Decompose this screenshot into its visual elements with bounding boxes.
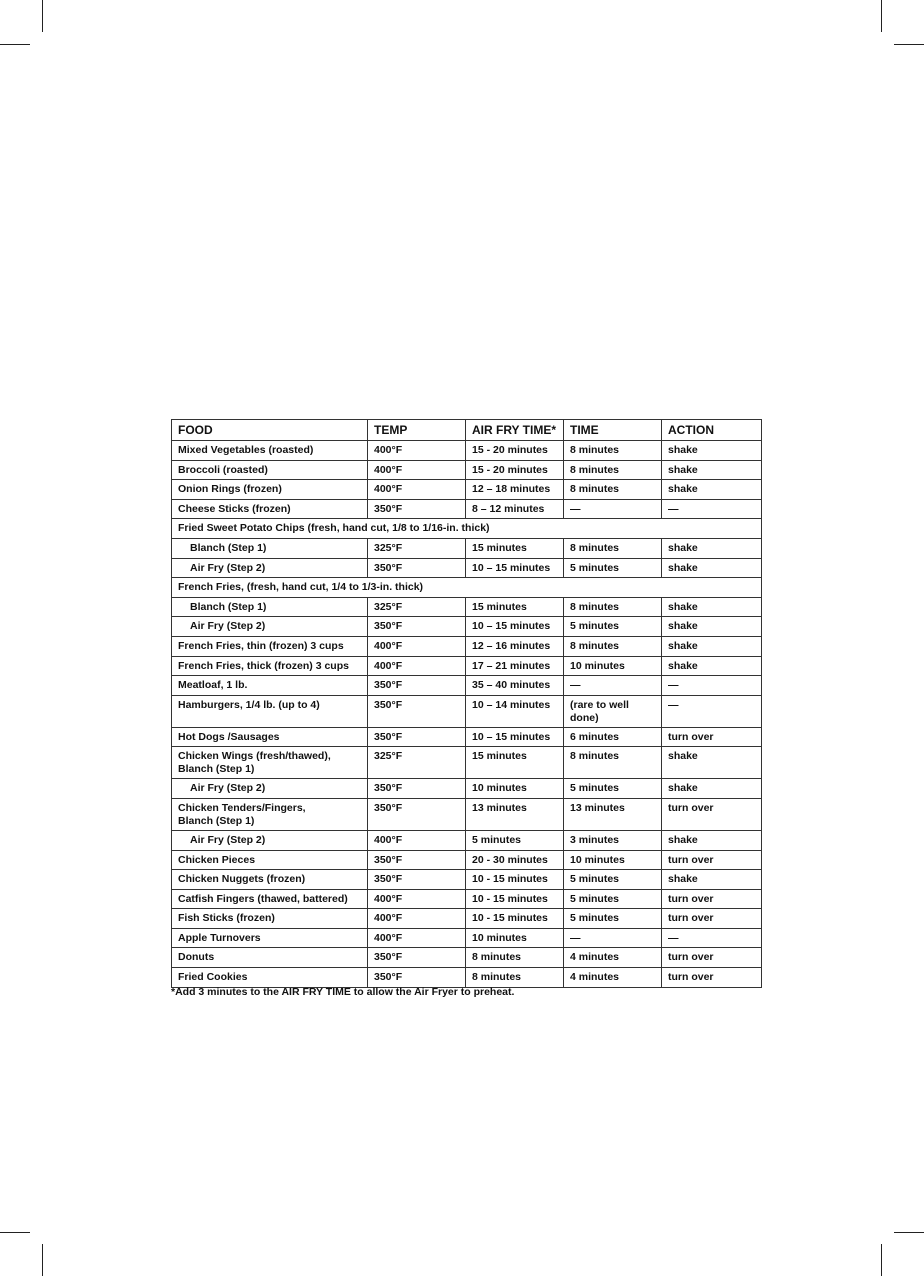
cell-food: [172, 948, 368, 968]
cell-air-fry-time: 10 – 15 minutes: [466, 727, 564, 747]
cell-food: [172, 441, 368, 461]
cell-action: turn over: [662, 968, 762, 988]
cell-action: shake: [662, 870, 762, 890]
food-label: French Fries, thick (frozen) 3 cups: [178, 659, 349, 672]
cell-food: [172, 695, 368, 727]
cell-time: 5 minutes: [564, 617, 662, 637]
cell-time: —: [564, 499, 662, 519]
footnote: *Add 3 minutes to the AIR FRY TIME to allow the Air Fryer to preheat.: [171, 986, 515, 998]
cell-action: turn over: [662, 727, 762, 747]
cell-food: [172, 597, 368, 617]
cell-action: shake: [662, 558, 762, 578]
food-label: Fried Cookies: [178, 971, 248, 984]
food-label: Air Fry (Step 2): [190, 561, 266, 574]
crop-mark: [0, 1232, 30, 1233]
cell-action: turn over: [662, 889, 762, 909]
cell-temp: 400°F: [368, 480, 466, 500]
food-label: Broccoli (roasted): [178, 463, 268, 476]
cell-time: 8 minutes: [564, 747, 662, 779]
table-row: [172, 656, 762, 676]
food-label: Onion Rings (frozen): [178, 483, 282, 496]
header-food: FOOD: [172, 420, 368, 441]
table-row: [172, 850, 762, 870]
cell-air-fry-time: 10 – 14 minutes: [466, 695, 564, 727]
cell-action: shake: [662, 779, 762, 799]
food-label: Meatloaf, 1 lb.: [178, 679, 248, 692]
cell-temp: 350°F: [368, 499, 466, 519]
header-time: TIME: [564, 420, 662, 441]
cell-air-fry-time: 8 – 12 minutes: [466, 499, 564, 519]
cell-temp: 350°F: [368, 798, 466, 830]
cell-temp: 400°F: [368, 441, 466, 461]
cell-time: 5 minutes: [564, 558, 662, 578]
food-label: Fish Sticks (frozen): [178, 912, 275, 925]
cell-time: 10 minutes: [564, 850, 662, 870]
cell-food: [172, 850, 368, 870]
crop-mark: [42, 1244, 43, 1276]
cell-action: —: [662, 695, 762, 727]
cell-temp: 350°F: [368, 870, 466, 890]
header-air-fry-time: AIR FRY TIME*: [466, 420, 564, 441]
cell-time: (rare to well done): [564, 695, 662, 727]
cell-action: turn over: [662, 850, 762, 870]
cell-air-fry-time: 15 - 20 minutes: [466, 460, 564, 480]
section-heading: Fried Sweet Potato Chips (fresh, hand cut, 1/8 to 1/16-in. thick): [172, 519, 762, 539]
cell-food: [172, 870, 368, 890]
food-label: Mixed Vegetables (roasted): [178, 444, 314, 456]
table-row: [172, 870, 762, 890]
cell-food: [172, 889, 368, 909]
crop-mark: [894, 1232, 924, 1233]
cell-air-fry-time: 10 - 15 minutes: [466, 909, 564, 929]
cell-time: 4 minutes: [564, 948, 662, 968]
cell-air-fry-time: 15 minutes: [466, 597, 564, 617]
table-row: [172, 909, 762, 929]
cell-air-fry-time: 12 – 18 minutes: [466, 480, 564, 500]
cell-food: [172, 928, 368, 948]
cell-food: [172, 636, 368, 656]
cell-temp: 350°F: [368, 779, 466, 799]
cell-action: shake: [662, 480, 762, 500]
cell-food: [172, 747, 368, 779]
table-row: [172, 747, 762, 779]
cell-air-fry-time: 13 minutes: [466, 798, 564, 830]
table-row: [172, 948, 762, 968]
food-label: Chicken Wings (fresh/thawed),: [178, 750, 331, 763]
food-label: Air Fry (Step 2): [190, 833, 266, 846]
crop-mark: [42, 0, 43, 32]
cell-food: [172, 499, 368, 519]
cell-air-fry-time: 10 - 15 minutes: [466, 889, 564, 909]
food-label: Hot Dogs /Sausages: [178, 730, 280, 743]
cell-time: 8 minutes: [564, 636, 662, 656]
table-row: [172, 830, 762, 850]
cell-action: turn over: [662, 909, 762, 929]
food-label: Chicken Pieces: [178, 853, 256, 866]
cell-time: 8 minutes: [564, 460, 662, 480]
air-fry-table: [171, 419, 762, 988]
cell-air-fry-time: 15 minutes: [466, 538, 564, 558]
cell-air-fry-time: 10 minutes: [466, 779, 564, 799]
table-header-row: [172, 420, 762, 441]
cell-time: 8 minutes: [564, 441, 662, 461]
cell-time: 8 minutes: [564, 538, 662, 558]
food-label: Chicken Nuggets (frozen): [178, 873, 306, 886]
cell-temp: 400°F: [368, 636, 466, 656]
table-row: [172, 695, 762, 727]
crop-mark: [894, 44, 924, 45]
food-label: Hamburgers, 1/4 lb. (up to 4): [178, 698, 320, 711]
cell-time: 8 minutes: [564, 597, 662, 617]
cell-air-fry-time: 10 – 15 minutes: [466, 558, 564, 578]
crop-mark: [0, 44, 30, 45]
cell-temp: 350°F: [368, 558, 466, 578]
table-row: [172, 441, 762, 461]
food-label: Apple Turnovers: [178, 931, 261, 944]
cell-air-fry-time: 8 minutes: [466, 968, 564, 988]
cell-food: [172, 779, 368, 799]
cell-air-fry-time: 10 - 15 minutes: [466, 870, 564, 890]
cell-food: [172, 727, 368, 747]
food-label: Cheese Sticks (frozen): [178, 502, 291, 515]
table-row: [172, 968, 762, 988]
cell-time: 10 minutes: [564, 656, 662, 676]
cell-temp: 325°F: [368, 747, 466, 779]
table-row: [172, 480, 762, 500]
table-row: [172, 636, 762, 656]
cell-time: 8 minutes: [564, 480, 662, 500]
table-row: [172, 676, 762, 696]
cell-food: [172, 460, 368, 480]
table-row: [172, 798, 762, 830]
food-label: Chicken Tenders/Fingers,: [178, 801, 306, 814]
table-row: [172, 578, 762, 598]
cell-temp: 350°F: [368, 727, 466, 747]
cell-temp: 400°F: [368, 928, 466, 948]
cell-temp: 350°F: [368, 676, 466, 696]
cell-air-fry-time: 35 – 40 minutes: [466, 676, 564, 696]
cell-food: [172, 676, 368, 696]
food-label: Donuts: [178, 951, 215, 964]
cell-action: shake: [662, 597, 762, 617]
cell-action: shake: [662, 538, 762, 558]
table-row: [172, 558, 762, 578]
cell-temp: 400°F: [368, 909, 466, 929]
cell-air-fry-time: 8 minutes: [466, 948, 564, 968]
table-row: [172, 519, 762, 539]
cell-time: —: [564, 928, 662, 948]
cell-time: 5 minutes: [564, 909, 662, 929]
food-label-line2: Blanch (Step 1): [178, 814, 255, 827]
cell-air-fry-time: 15 minutes: [466, 747, 564, 779]
cell-food: [172, 538, 368, 558]
food-label: French Fries, thin (frozen) 3 cups: [178, 639, 344, 652]
cell-air-fry-time: 10 minutes: [466, 928, 564, 948]
cell-action: shake: [662, 460, 762, 480]
cell-action: shake: [662, 636, 762, 656]
cell-air-fry-time: 5 minutes: [466, 830, 564, 850]
cell-time: 6 minutes: [564, 727, 662, 747]
cell-time: 13 minutes: [564, 798, 662, 830]
cell-action: shake: [662, 441, 762, 461]
cell-time: 5 minutes: [564, 779, 662, 799]
food-label: Blanch (Step 1): [190, 541, 267, 554]
cell-temp: 325°F: [368, 597, 466, 617]
cell-temp: 325°F: [368, 538, 466, 558]
cell-temp: 400°F: [368, 889, 466, 909]
cell-time: 4 minutes: [564, 968, 662, 988]
cell-temp: 400°F: [368, 830, 466, 850]
cell-temp: 350°F: [368, 850, 466, 870]
cell-food: [172, 798, 368, 830]
cell-action: —: [662, 499, 762, 519]
cell-temp: 350°F: [368, 948, 466, 968]
food-label-line2: Blanch (Step 1): [178, 763, 255, 776]
cell-food: [172, 968, 368, 988]
table-row: [172, 727, 762, 747]
cell-food: [172, 617, 368, 637]
table-row: [172, 889, 762, 909]
cell-time: 5 minutes: [564, 870, 662, 890]
table-row: [172, 538, 762, 558]
section-heading: French Fries, (fresh, hand cut, 1/4 to 1/3-in. thick): [172, 578, 762, 598]
food-label: Blanch (Step 1): [190, 600, 267, 613]
cell-air-fry-time: 15 - 20 minutes: [466, 441, 564, 461]
cell-air-fry-time: 17 – 21 minutes: [466, 656, 564, 676]
food-label: Air Fry (Step 2): [190, 620, 266, 633]
cell-food: [172, 830, 368, 850]
cell-action: turn over: [662, 798, 762, 830]
cell-action: shake: [662, 656, 762, 676]
food-label: Catfish Fingers (thawed, battered): [178, 892, 348, 905]
cooking-chart: [171, 419, 761, 988]
cell-food: [172, 558, 368, 578]
cell-time: —: [564, 676, 662, 696]
table-row: [172, 928, 762, 948]
cell-food: [172, 656, 368, 676]
cell-action: shake: [662, 747, 762, 779]
header-temp: TEMP: [368, 420, 466, 441]
cell-temp: 350°F: [368, 617, 466, 637]
cell-temp: 350°F: [368, 968, 466, 988]
table-body: [172, 441, 762, 988]
cell-temp: 350°F: [368, 695, 466, 727]
cell-time: 3 minutes: [564, 830, 662, 850]
table-row: [172, 779, 762, 799]
cell-air-fry-time: 12 – 16 minutes: [466, 636, 564, 656]
header-action: ACTION: [662, 420, 762, 441]
cell-action: —: [662, 928, 762, 948]
table-row: [172, 460, 762, 480]
crop-mark: [881, 0, 882, 32]
cell-action: turn over: [662, 948, 762, 968]
table-row: [172, 597, 762, 617]
cell-action: shake: [662, 617, 762, 637]
table-row: [172, 617, 762, 637]
cell-air-fry-time: 20 - 30 minutes: [466, 850, 564, 870]
cell-air-fry-time: 10 – 15 minutes: [466, 617, 564, 637]
cell-food: [172, 909, 368, 929]
cell-temp: 400°F: [368, 656, 466, 676]
cell-temp: 400°F: [368, 460, 466, 480]
crop-mark: [881, 1244, 882, 1276]
cell-time: 5 minutes: [564, 889, 662, 909]
food-label: Air Fry (Step 2): [190, 782, 266, 795]
cell-action: —: [662, 676, 762, 696]
cell-action: shake: [662, 830, 762, 850]
table-row: [172, 499, 762, 519]
cell-food: [172, 480, 368, 500]
